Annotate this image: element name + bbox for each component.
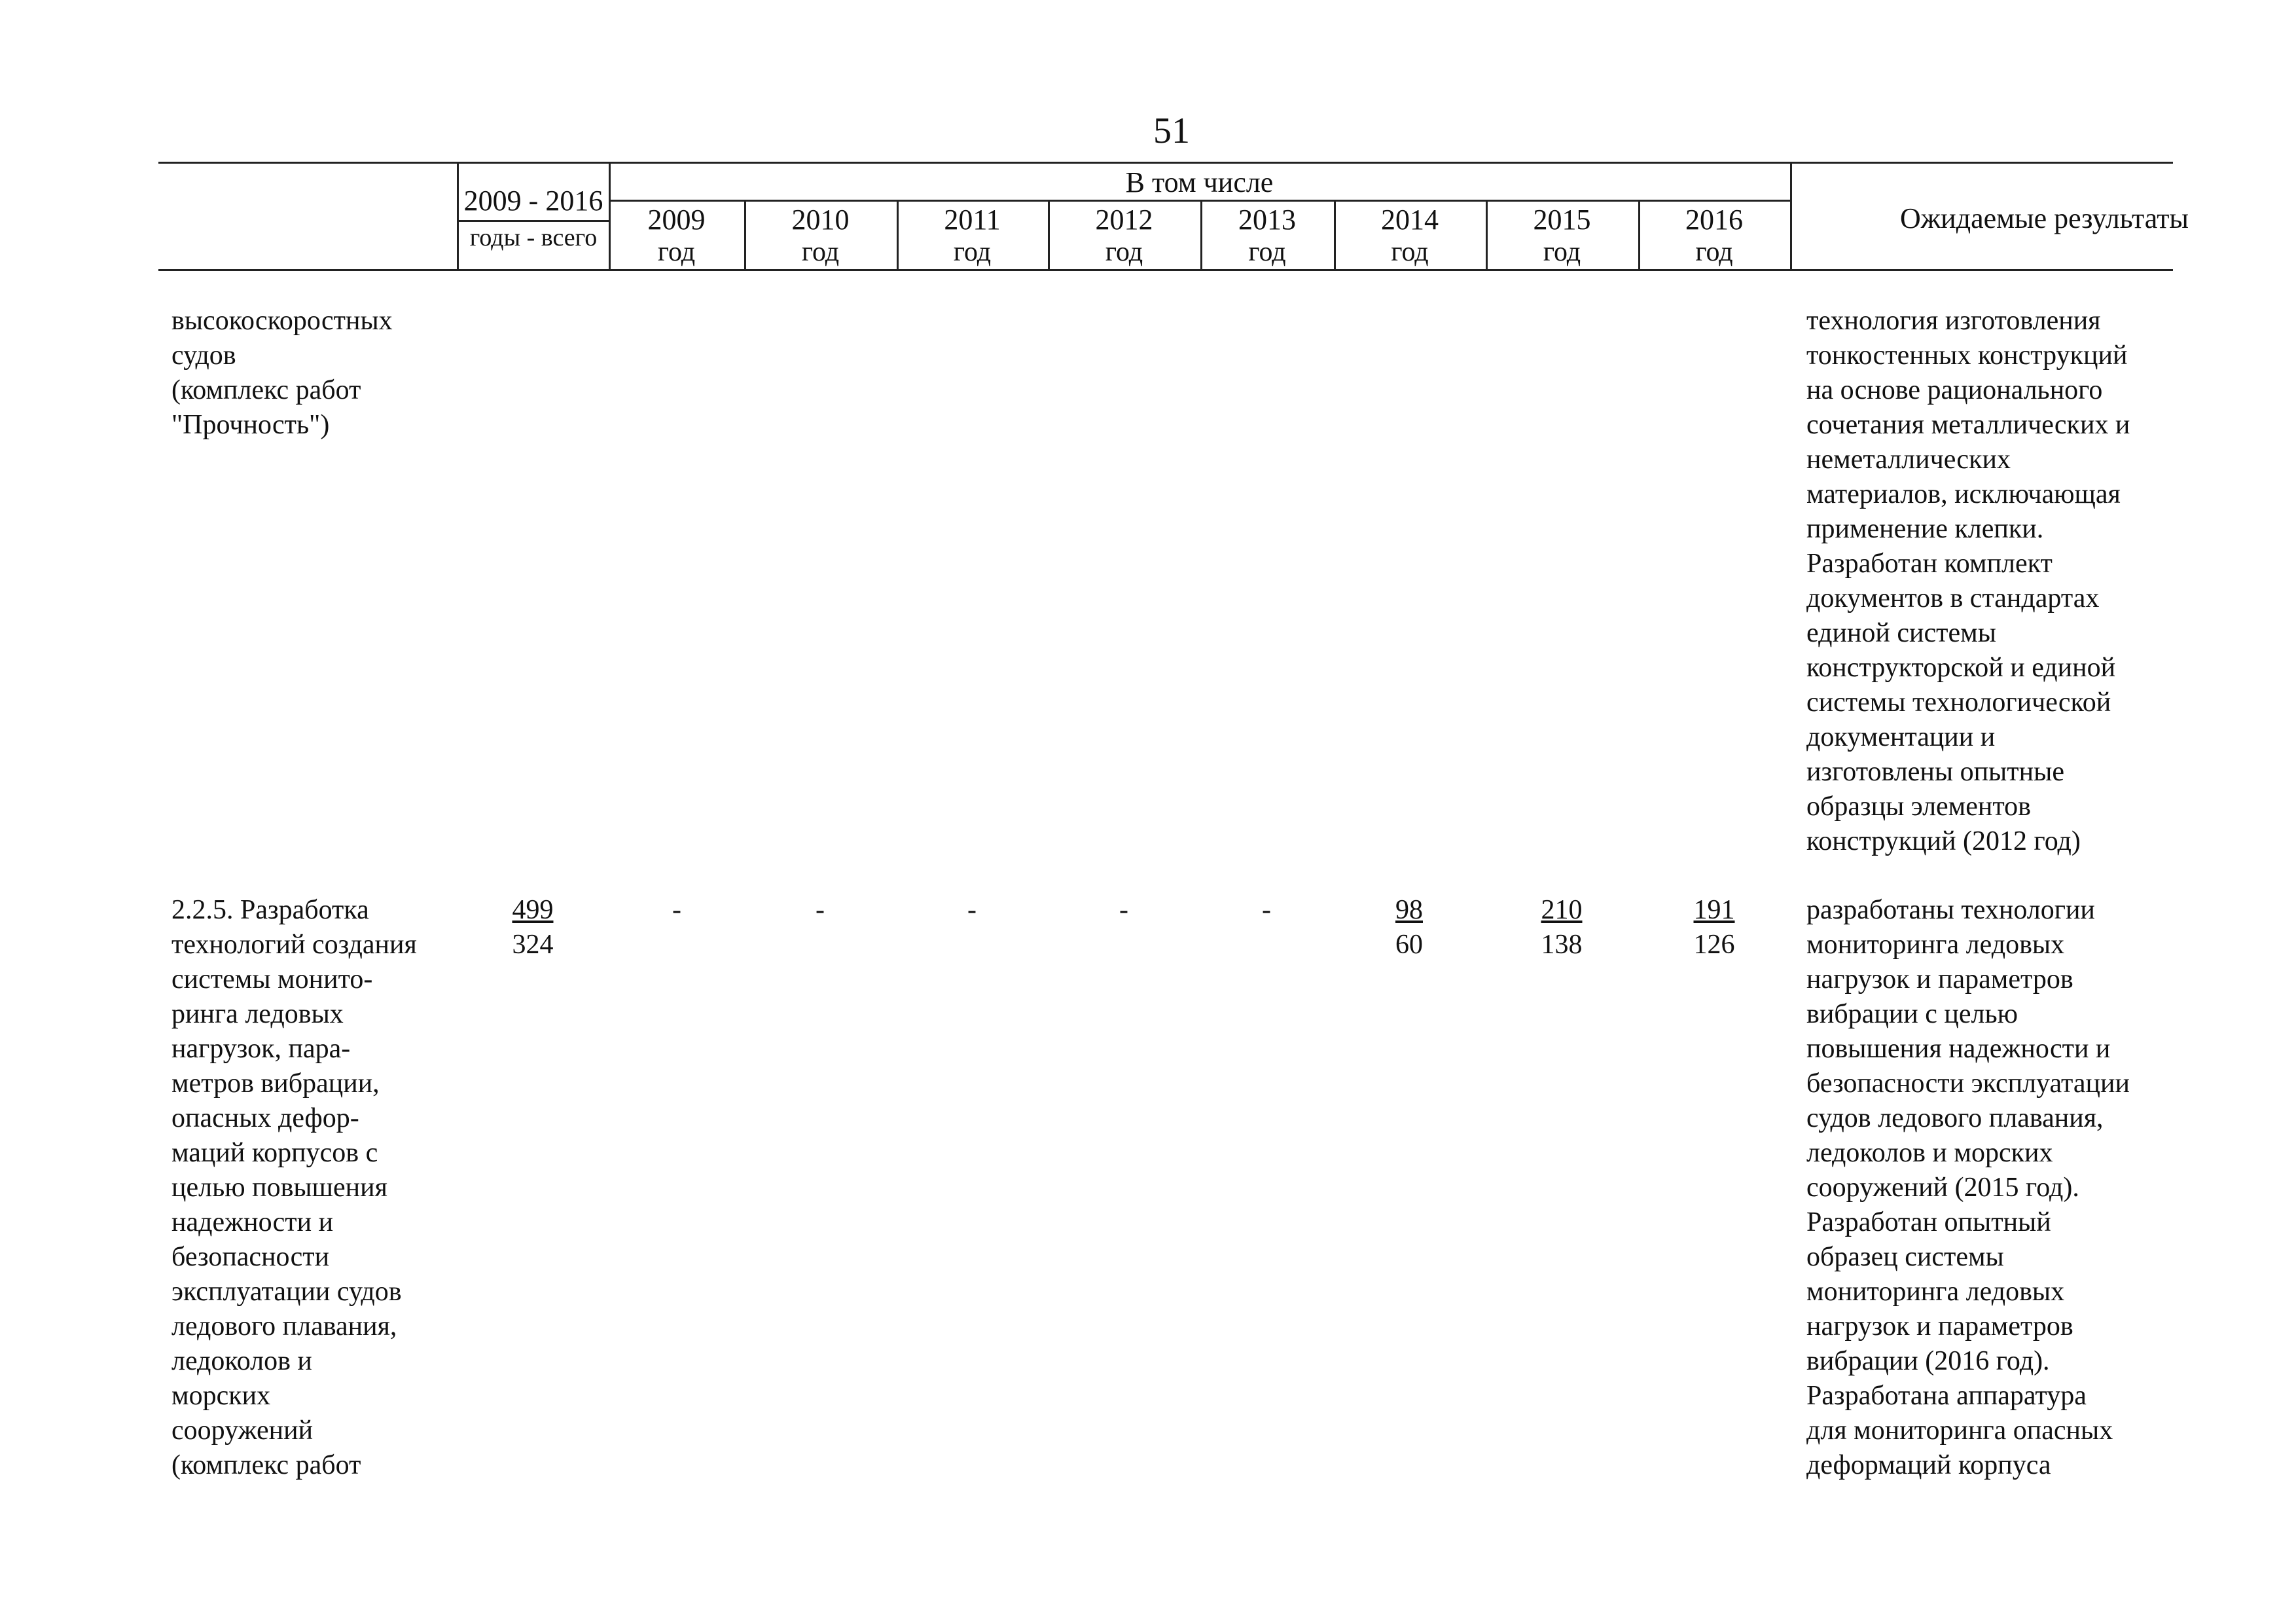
col-divider — [457, 162, 459, 270]
year-unit: год — [1105, 237, 1143, 267]
row-result: технология изготовления тонкостенных конструкций на основе рационального сочетания металлических и неметаллических материалов, исключающая применение клепки. Разработан комплект документов в стандартах единой системы конструкторской и единой системы технологической документации и изготовлены опытные образцы элементов конструкций (2012 год) — [1806, 306, 2130, 856]
value-2016-top: 191 — [1693, 895, 1735, 925]
total-value-top: 499 — [512, 895, 554, 925]
value-2010: - — [816, 895, 825, 925]
year-2014: 2014 — [1381, 204, 1439, 236]
header-bottom-rule — [158, 269, 2173, 271]
total-col-header-line2: годы - всего — [469, 224, 598, 251]
row-name: 2.2.5. Разработка технологий создания системы монито- ринга ледовых нагрузок, пара- метров вибрации, опасных дефор- маций корпусов с целью повышения надежности и безопасности эксплуатации судов ледового плавания, ледоколов и морских сооружений (комплекс работ — [171, 895, 417, 1480]
year-2012: 2012 — [1095, 204, 1153, 236]
year-2010: 2010 — [791, 204, 850, 236]
including-header: В том числе — [1125, 166, 1274, 198]
page-number: 51 — [1153, 111, 1190, 151]
year-unit: год — [953, 237, 992, 267]
value-2016-bottom: 126 — [1693, 930, 1735, 960]
header-top-rule — [158, 162, 2173, 164]
year-unit: год — [1695, 237, 1733, 267]
row-result: разработаны технологии мониторинга ледовых нагрузок и параметров вибрации с целью повышения надежности и безопасности эксплуатации судов ледового плавания, ледоколов и морских сооружений (2015 год). Разработан опытный образец системы мониторинга ледовых нагрузок и параметров вибрации (2016 год). Разработана аппаратура для мониторинга опасных деформаций корпуса — [1806, 895, 2130, 1480]
year-unit: год — [1391, 237, 1429, 267]
year-unit: год — [1248, 237, 1286, 267]
value-2012: - — [1119, 895, 1128, 925]
year-2011: 2011 — [944, 204, 1001, 236]
value-2015-bottom: 138 — [1541, 930, 1583, 960]
total-col-header-line1: 2009 - 2016 — [463, 185, 603, 217]
results-header: Ожидаемые результаты — [1900, 202, 2189, 234]
value-2014-bottom: 60 — [1395, 930, 1423, 960]
value-2014-top: 98 — [1395, 895, 1423, 925]
year-2015: 2015 — [1533, 204, 1591, 236]
total-value-bottom: 324 — [512, 930, 554, 960]
year-unit: год — [1543, 237, 1581, 267]
value-2013: - — [1262, 895, 1271, 925]
subheader-rule — [609, 200, 1790, 202]
year-2016: 2016 — [1685, 204, 1743, 236]
value-2011: - — [967, 895, 977, 925]
value-2009: - — [672, 895, 681, 925]
row-name: высокоскоростных судов (комплекс работ "Прочность") — [171, 306, 393, 440]
value-2015-top: 210 — [1541, 895, 1583, 925]
total-col-mid-rule — [458, 220, 609, 222]
year-2013: 2013 — [1238, 204, 1296, 236]
year-unit: год — [657, 237, 696, 267]
year-unit: год — [801, 237, 840, 267]
year-2009: 2009 — [647, 204, 706, 236]
